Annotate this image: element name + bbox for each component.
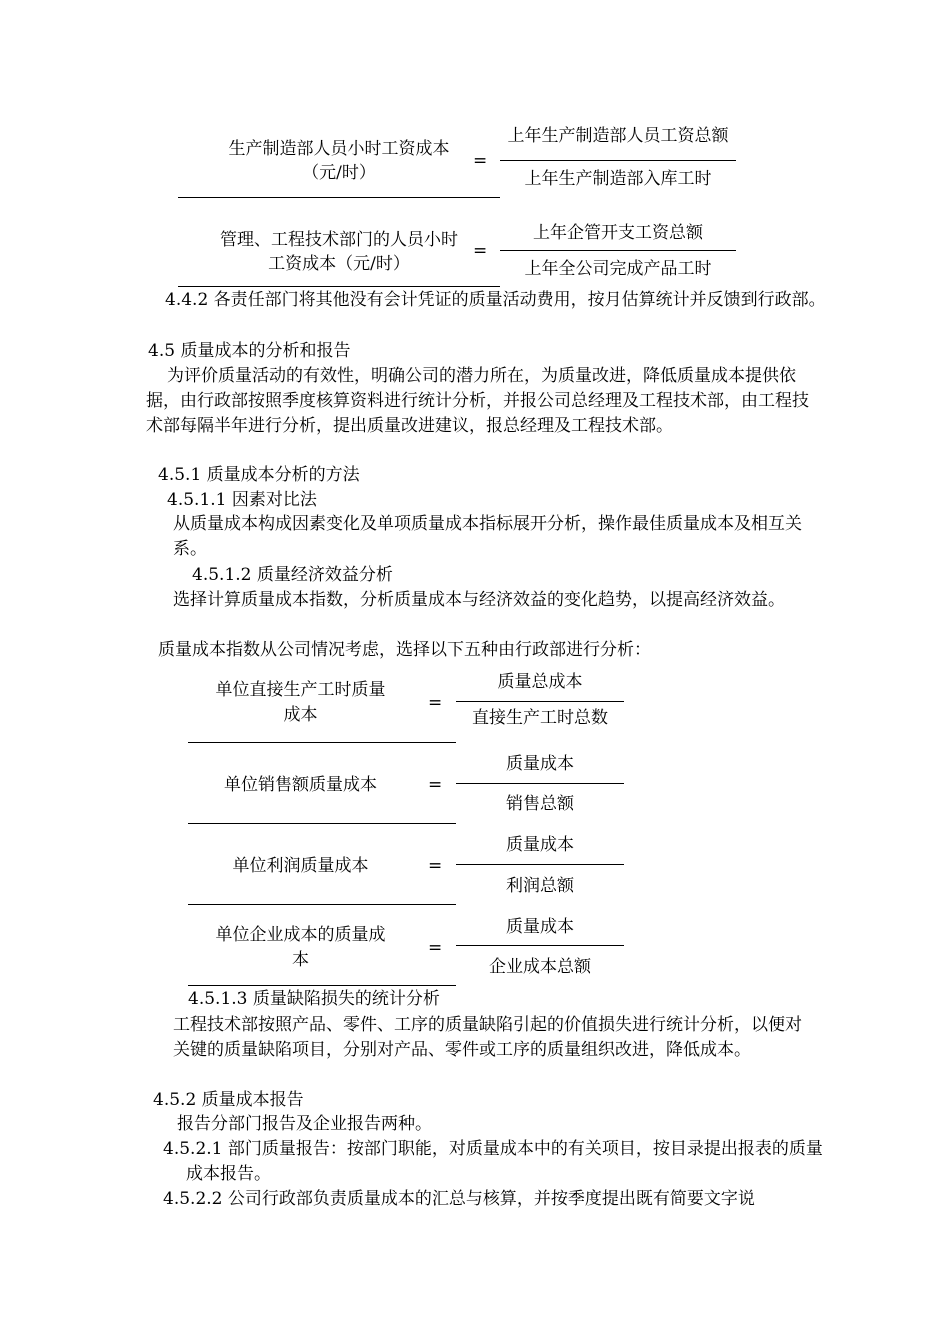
- heading-4-5-1-3: 4.5.1.3 质量缺陷损失的统计分析: [188, 989, 440, 1009]
- index-denominator: 利润总额: [506, 876, 574, 896]
- formula-numerator: 上年企管开支工资总额: [533, 223, 703, 243]
- index-left-line1: 单位直接生产工时质量: [215, 680, 386, 700]
- paragraph-4-5-1-2: 选择计算质量成本指数，分析质量成本与经济效益的变化趋势，以提高经济效益。: [173, 590, 785, 610]
- paragraph-text: 从质量成本构成因素变化及单项质量成本指标展开分析，操作最佳质量成本及相互关系。: [173, 514, 802, 559]
- formula-numerator: 上年生产制造部人员工资总额: [507, 126, 729, 146]
- fraction-bar: [500, 250, 736, 251]
- index-numerator: 质量成本: [506, 754, 574, 774]
- index-denominator: 企业成本总额: [489, 957, 591, 977]
- equals-sign: =: [473, 241, 488, 261]
- index-underline: [188, 985, 456, 986]
- paragraph-4-5: 为评价质量活动的有效性，明确公司的潜力所在，为质量改进，降低质量成本提供依据，由行政部按照季度核算资料进行统计分析，并报公司总经理及工程技术部，由工程技术部每隔半年进行分析，提出质量改进建议，报总经理及工程技术部。: [146, 366, 809, 436]
- index-denominator: [456, 706, 624, 742]
- formula-left-line1: 生产制造部人员小时工资成本: [228, 139, 450, 159]
- heading-4-5-2: 4.5.2 质量成本报告: [153, 1090, 304, 1110]
- index-left-line1: 单位利润质量成本: [232, 856, 369, 876]
- formula-underline: [178, 286, 500, 287]
- fraction-bar: [456, 701, 624, 702]
- paragraph-4-5-1-3: 工程技术部按照产品、零件、工序的质量缺陷引起的价值损失进行统计分析，以便对关键的质量缺陷项目，分别对产品、零件或工序的质量组织改进，降低成本。: [173, 1015, 802, 1060]
- section-4-4-2: 4.4.2 各责任部门将其他没有会计凭证的质量活动费用，按月估算统计并反馈到行政部。: [165, 290, 826, 310]
- paragraph-4-5-2: 报告分部门报告及企业报告两种。: [177, 1114, 432, 1134]
- heading-4-5-1-1: 4.5.1.1 因素对比法: [167, 490, 317, 510]
- index-intro: 质量成本指数从公司情况考虑，选择以下五种由行政部进行分析：: [158, 640, 651, 660]
- index-denominator: 销售总额: [506, 794, 574, 814]
- index-underline: [188, 904, 456, 905]
- section-4-5-2-2: 4.5.2.2 公司行政部负责质量成本的汇总与核算，并按季度提出既有简要文字说: [163, 1189, 755, 1209]
- index-left-line1: 单位销售额质量成本: [224, 775, 377, 795]
- formula-left-line2: 工资成本（元/时）: [268, 254, 410, 274]
- heading-4-5-1: 4.5.1 质量成本分析的方法: [158, 465, 360, 485]
- heading-4-5-1-2: 4.5.1.2 质量经济效益分析: [192, 565, 393, 585]
- formula-left-line2: （元/时）: [302, 163, 376, 183]
- index-underline: [188, 823, 456, 824]
- index-left-line2: 本: [292, 950, 309, 970]
- formula-denominator: 上年生产制造部入库工时: [524, 169, 712, 189]
- heading-4-5: 4.5 质量成本的分析和报告: [148, 341, 351, 361]
- section-4-5-2-1: 4.5.2.1 部门质量报告：按部门职能，对质量成本中的有关项目，按目录提出报表的质量成本报告。: [163, 1139, 823, 1184]
- formula-denominator: 上年全公司完成产品工时: [524, 259, 712, 279]
- paragraph-4-5-1-1: [173, 512, 813, 562]
- formula-left-line1: 管理、工程技术部门的人员小时: [220, 230, 458, 250]
- equals-sign: =: [473, 151, 488, 171]
- fraction-bar: [456, 864, 624, 865]
- index-underline: [188, 742, 456, 743]
- fraction-bar: [456, 783, 624, 784]
- index-left-line1: 单位企业成本的质量成: [215, 925, 386, 945]
- formula-underline: [178, 197, 500, 198]
- equals-sign: =: [428, 938, 443, 958]
- index-numerator: 质量总成本: [497, 672, 583, 692]
- index-left-line2: 成本: [283, 705, 318, 725]
- index-numerator: 质量成本: [506, 917, 574, 937]
- equals-sign: =: [428, 775, 443, 795]
- equals-sign: =: [428, 693, 443, 713]
- fraction-bar: [456, 945, 624, 946]
- denominator-text: 直接生产工时总数: [472, 708, 608, 728]
- fraction-bar: [500, 160, 736, 161]
- index-numerator: 质量成本: [506, 835, 574, 855]
- equals-sign: =: [428, 856, 443, 876]
